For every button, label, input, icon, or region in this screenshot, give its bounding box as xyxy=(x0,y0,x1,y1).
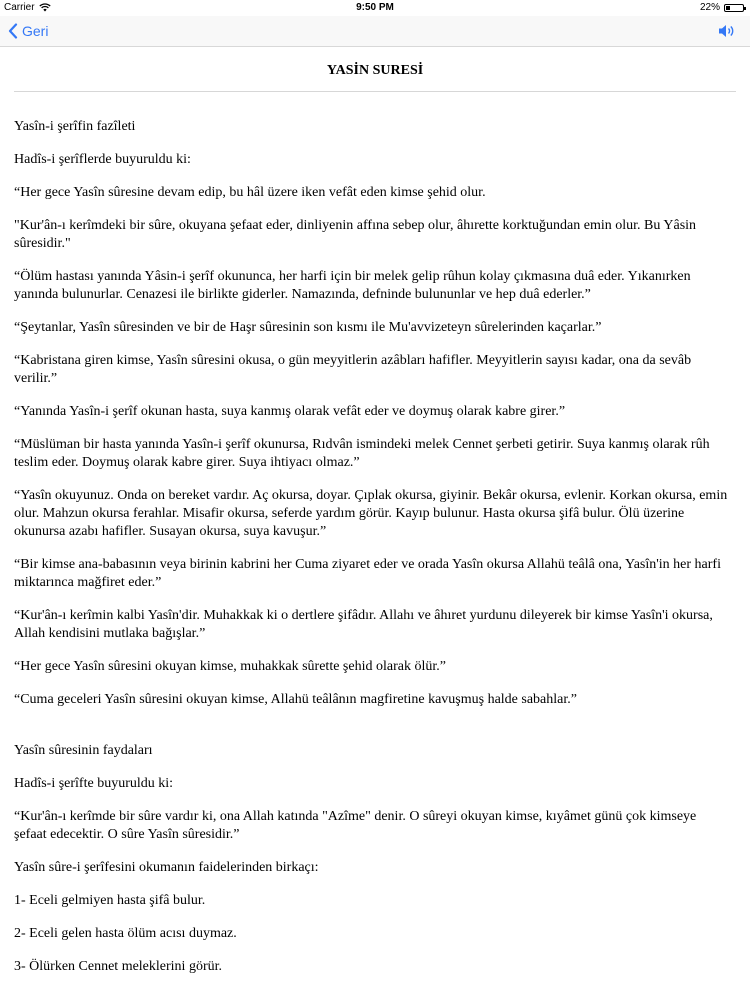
hadith-paragraph: “Yasîn okuyunuz. Onda on bereket vardır. Aç okursa, doyar. Çıplak okursa, giyinir. Bekâr okursa, evlenir. Korkan okursa, emin olur. Mahzun okursa ferahlar. Misafir okursa, seferde yardım görür. Kayıp bulunur. Hasta okursa şifâ bulur. Ölü üzerine okunursa azabı hafifler. Susayan okursa, suya kavuşur.” xyxy=(14,488,728,539)
list-item: 1- Eceli gelmiyen hasta şifâ bulur. xyxy=(14,893,206,908)
hadith-paragraph: “Kur'ân-ı kerîmde bir sûre vardır ki, ona Allah katında "Azîme" denir. O sûreyi okuyan kimse, kıyâmet günü çok kimseye şefaat edecektir. O sûre Yasîn sûresidir.” xyxy=(14,809,697,842)
status-time: 9:50 PM xyxy=(356,2,394,13)
list-item: 2- Eceli gelen hasta ölüm acısı duymaz. xyxy=(14,926,237,941)
hadith-paragraph: “Müslüman bir hasta yanında Yasîn-i şerîf okunursa, Rıdvân ismindeki melek Cennet şerbeti getirir. Suya kanmış olarak rûh teslim eder. Doymuş olarak kabre girer. Suya ihtiyacı olmaz.” xyxy=(14,437,710,470)
navigation-bar xyxy=(0,16,750,47)
section-intro: Hadîs-i şerîflerde buyuruldu ki: xyxy=(14,152,191,167)
hadith-paragraph: “Kabristana giren kimse, Yasîn sûresini okusa, o gün meyyitlerin azâbları hafifler. Meyyitlerin sayısı kadar, ona da sevâb verilir.” xyxy=(14,353,692,386)
speaker-icon[interactable] xyxy=(718,23,736,39)
carrier-label: Carrier xyxy=(4,2,35,13)
hadith-paragraph: “Bir kimse ana-babasının veya birinin kabrini her Cuma ziyaret eder ve orada Yasîn okursa Allahü teâlâ ona, Yasîn'in her harfi miktarınca mağfiret eder.” xyxy=(14,557,721,590)
hadith-paragraph: “Kur'ân-ı kerîmin kalbi Yasîn'dir. Muhakkak ki o dertlere şifâdır. Allahı ve âhıret yurdunu dileyerek bir kimse Yasîn'i okursa, Allah kendisini mutlaka bağışlar.” xyxy=(14,608,713,641)
battery-indicator xyxy=(700,2,744,13)
list-item: 3- Ölürken Cennet meleklerini görür. xyxy=(14,959,222,974)
hadith-paragraph: “Ölüm hastası yanında Yâsin-i şerîf okununca, her harfi için bir melek gelip rûhun kolay çıkmasına duâ eder. Yıkanırken yanında bulunurlar. Cenazesi ile birlikte giderler. Namazında, defninde bulununlar ve hep duâ ederler.” xyxy=(14,269,691,302)
hadith-paragraph: “Şeytanlar, Yasîn sûresinden ve bir de Haşr sûresinin son kısmı ile Mu'avvizeteyn sûrelerinden kaçarlar.” xyxy=(14,320,602,335)
battery-percent: 22% xyxy=(699,2,720,13)
hadith-paragraph: "Kur'ân-ı kerîmdeki bir sûre, okuyana şefaat eder, dinliyenin affına sebep olur, âhırette korktuğundan emin olur. Bu Yâsin sûresidir." xyxy=(14,218,697,251)
battery-icon xyxy=(724,4,744,12)
section-heading: Yasîn-i şerîfin fazîleti xyxy=(14,119,136,134)
chevron-left-icon xyxy=(8,23,18,39)
title-divider xyxy=(14,91,736,92)
back-button[interactable] xyxy=(8,20,48,42)
article-text xyxy=(14,118,728,991)
section-intro: Hadîs-i şerîfte buyuruldu ki: xyxy=(14,776,174,791)
content-area[interactable] xyxy=(0,47,750,1000)
hadith-paragraph: “Her gece Yasîn sûresine devam edip, bu hâl üzere iken vefât eden kimse şehid olur. xyxy=(14,185,486,200)
status-bar xyxy=(0,0,750,16)
hadith-paragraph: “Yanında Yasîn-i şerîf okunan hasta, suya kanmış olarak vefât eder ve doymuş olarak kabre girer.” xyxy=(14,404,566,419)
hadith-paragraph: “Her gece Yasîn sûresini okuyan kimse, muhakkak sûrette şehid olarak ölür.” xyxy=(14,659,446,674)
back-label: Geri xyxy=(22,23,49,39)
hadith-paragraph: “Cuma geceleri Yasîn sûresini okuyan kimse, Allahü teâlânın magfiretine kavuşmuş halde sabahlar.” xyxy=(14,692,577,707)
page-title: YASİN SURESİ xyxy=(326,63,424,78)
section-heading: Yasîn sûresinin faydaları xyxy=(14,743,153,758)
list-intro: Yasîn sûre-i şerîfesini okumanın faidelerinden birkaçı: xyxy=(14,860,319,875)
